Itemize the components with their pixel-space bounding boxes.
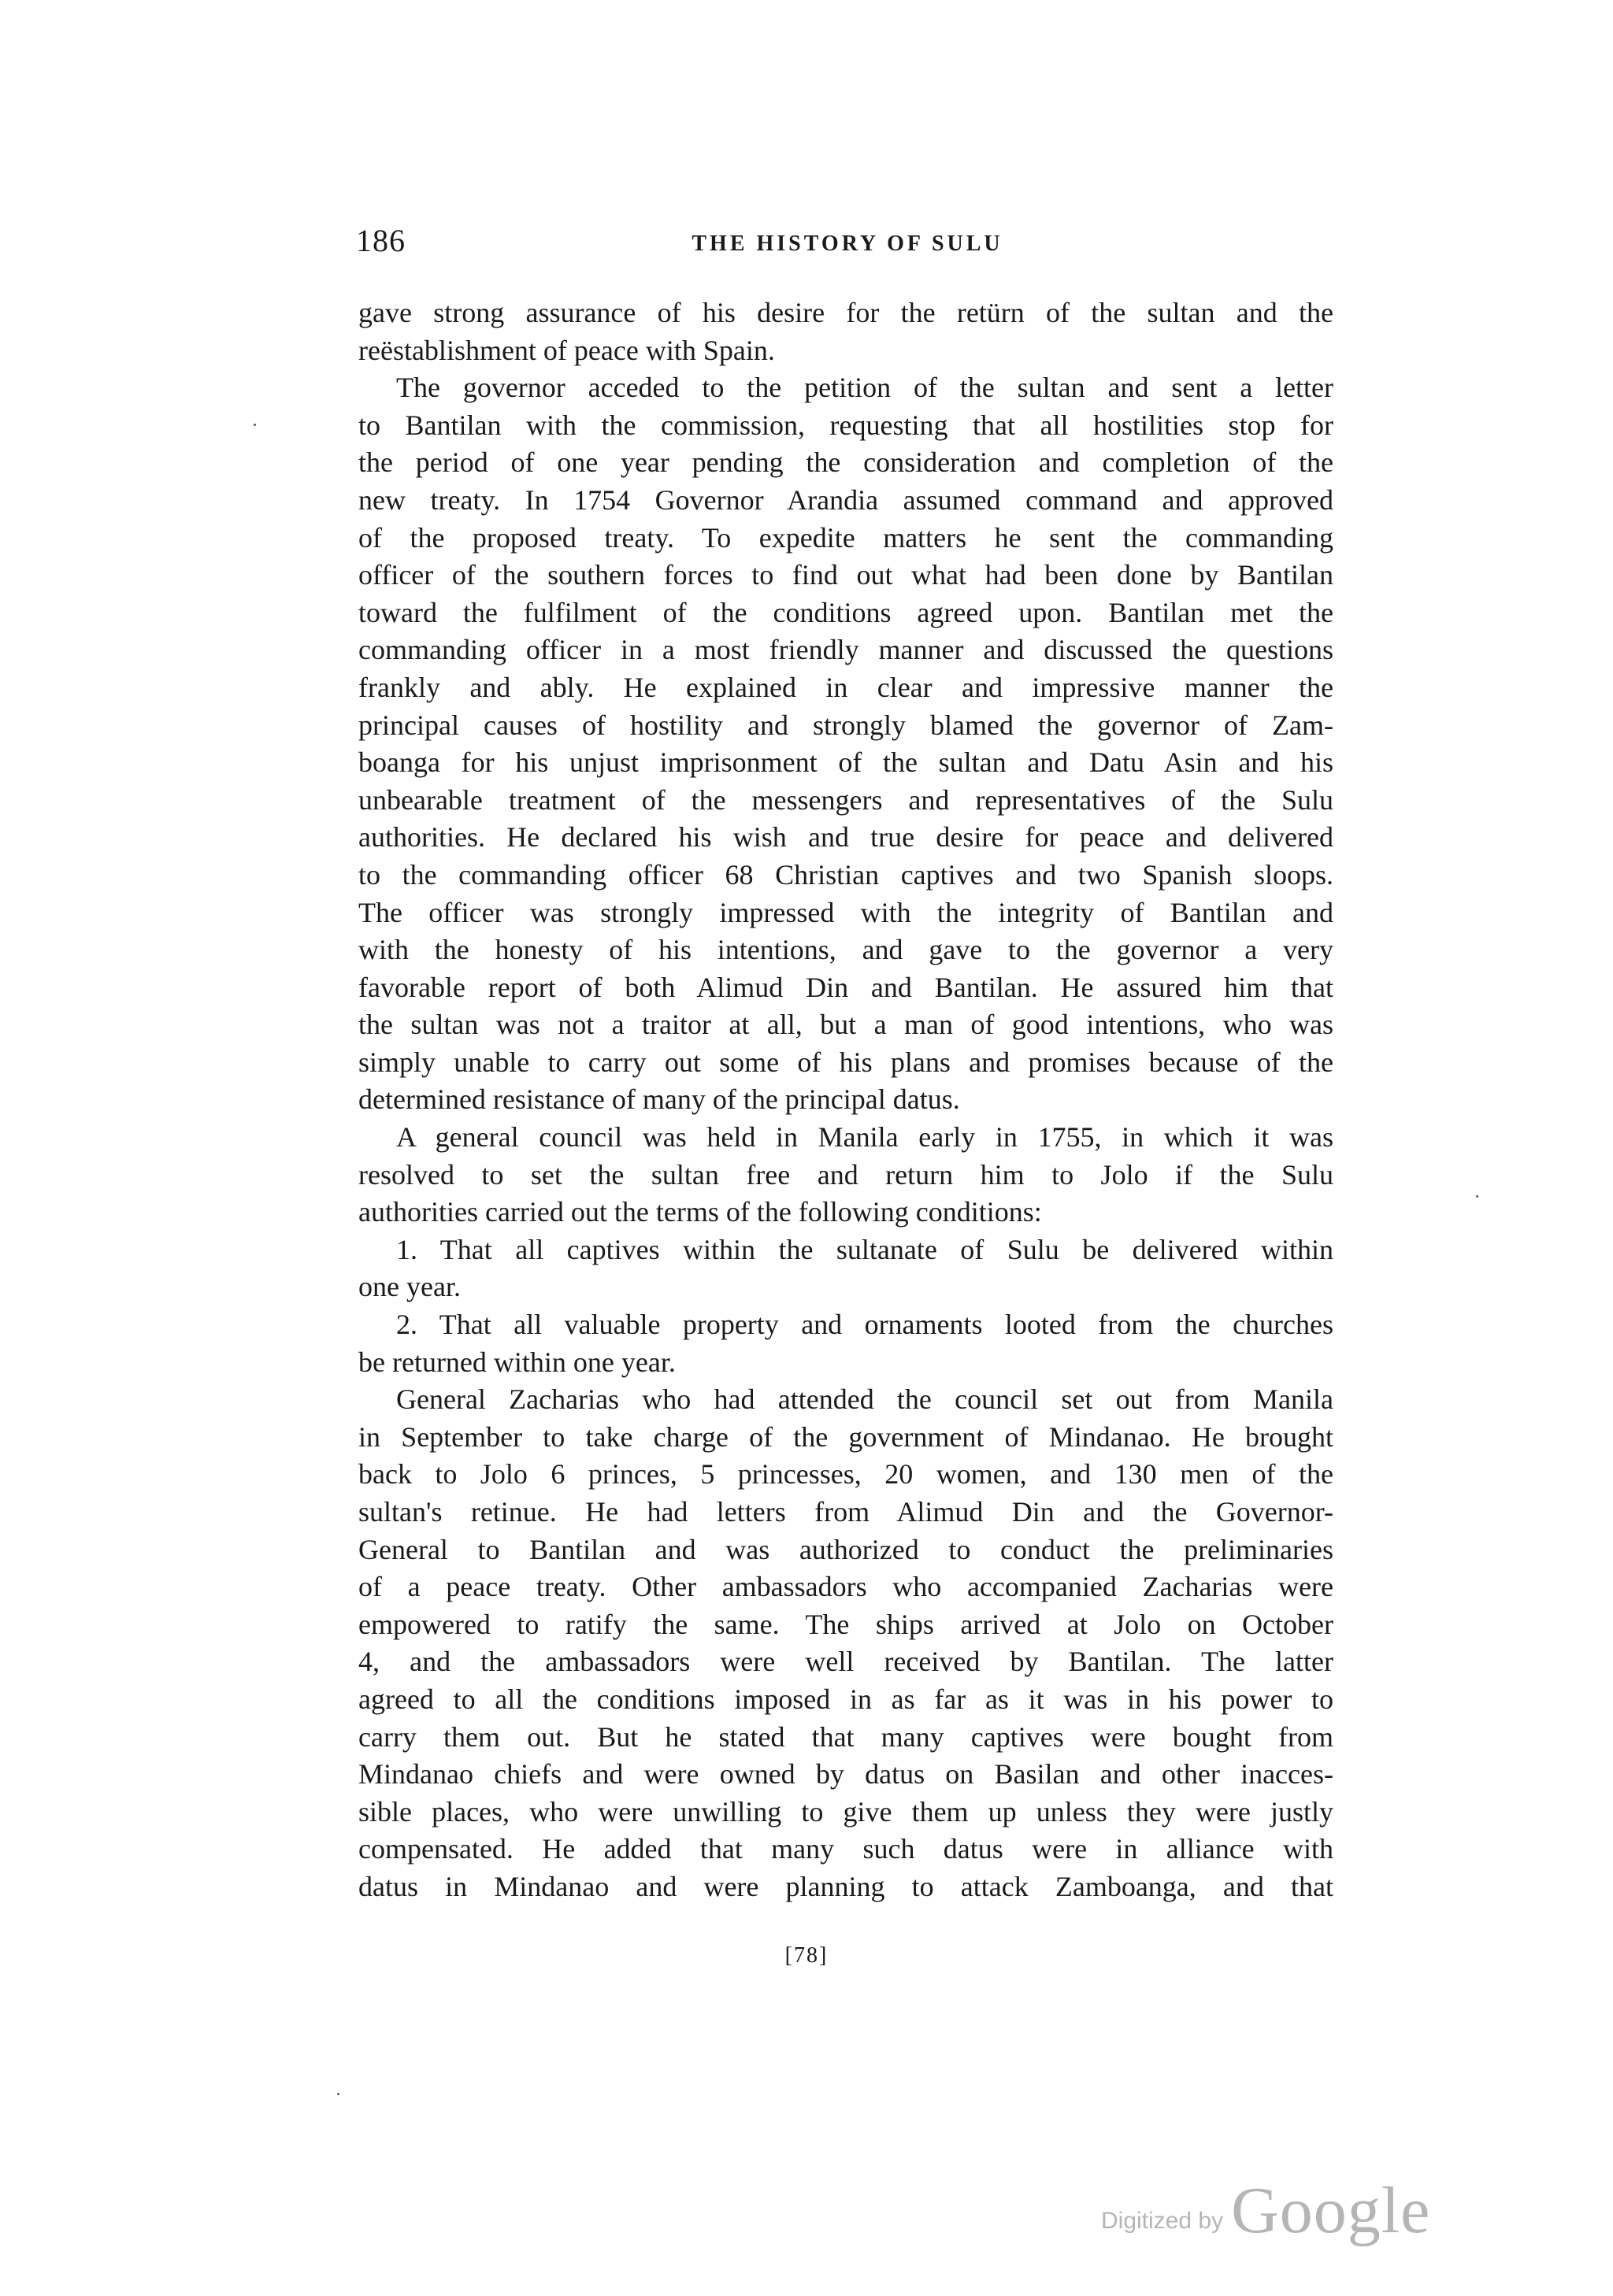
text-line: General to Bantilan and was authorized to conduct the preliminaries [358, 1533, 1333, 1565]
text-line: back to Jolo 6 princes, 5 princesses, 20 women, and 130 men of the [358, 1458, 1333, 1491]
text-line: frankly and ably. He explained in clear and impressive manner the [358, 671, 1333, 703]
text-line: authorities. He declared his wish and true desire for peace and delivered [358, 821, 1333, 854]
digitized-by-google-watermark [1101, 2173, 1431, 2247]
page-number: 186 [356, 223, 406, 258]
text-line: The governor acceded to the petition of the sultan and sent a letter [396, 372, 1333, 404]
text-line: to Bantilan with the commission, requesting that all hostilities stop for [358, 409, 1333, 441]
text-line: A general council was held in Manila early in 1755, in which it was [396, 1121, 1333, 1154]
text-line: simply unable to carry out some of his plans and promises because of the [358, 1046, 1333, 1078]
text-line: boanga for his unjust imprisonment of the sultan and Datu Asin and his [358, 746, 1333, 779]
text-line: the period of one year pending the consideration and completion of the [358, 446, 1333, 479]
text-line: commanding officer in a most friendly manner and discussed the questions [358, 634, 1333, 666]
text-line: resolved to set the sultan free and return him to Jolo if the Sulu [358, 1158, 1333, 1191]
text-line: principal causes of hostility and strongly blamed the governor of Zam- [358, 709, 1333, 741]
text-line: Mindanao chiefs and were owned by datus on Basilan and other inacces- [358, 1758, 1333, 1791]
text-line: unbearable treatment of the messengers and representatives of the Sulu [358, 783, 1333, 816]
text-line: favorable report of both Alimud Din and Bantilan. He assured him that [358, 971, 1333, 1003]
text-line: sultan's retinue. He had letters from Alimud Din and the Governor- [358, 1496, 1333, 1528]
text-line: carry them out. But he stated that many captives were bought from [358, 1720, 1333, 1753]
text-line: sible places, who were unwilling to give them up unless they were justly [358, 1795, 1333, 1828]
text-line: empowered to ratify the same. The ships arrived at Jolo on October [358, 1608, 1333, 1640]
text-line: 2. That all valuable property and ornaments looted from the churches [396, 1309, 1333, 1341]
text-line: authorities carried out the terms of the following conditions: [358, 1196, 1042, 1228]
body-text [358, 294, 1333, 1906]
scan-speck [254, 424, 256, 426]
scan-speck [1476, 1195, 1478, 1198]
text-line: datus in Mindanao and were planning to attack Zamboanga, and that [358, 1870, 1333, 1902]
text-line: determined resistance of many of the principal datus. [358, 1083, 960, 1116]
text-line: compensated. He added that many such datus were in alliance with [358, 1833, 1333, 1865]
google-logo: Google [1231, 2174, 1431, 2247]
folio-number: [78] [784, 1943, 829, 1968]
text-line: the sultan was not a traitor at all, but a man of good intentions, who was [358, 1009, 1333, 1041]
text-line: officer of the southern forces to find out what had been done by Bantilan [358, 559, 1333, 591]
text-line: agreed to all the conditions imposed in as far as it was in his power to [358, 1683, 1333, 1715]
watermark-prefix: Digitized by [1101, 2208, 1224, 2234]
text-line: one year. [358, 1271, 461, 1303]
text-line: in September to take charge of the government of Mindanao. He brought [358, 1420, 1333, 1453]
text-line: 1. That all captives within the sultanate of Sulu be delivered within [396, 1233, 1333, 1265]
scan-speck [337, 2093, 339, 2095]
text-line: of a peace treaty. Other ambassadors who accompanied Zacharias were [358, 1571, 1333, 1603]
text-line: toward the fulfilment of the conditions agreed upon. Bantilan met the [358, 596, 1333, 628]
text-line: General Zacharias who had attended the council set out from Manila [396, 1383, 1333, 1416]
text-line: of the proposed treaty. To expedite matters he sent the commanding [358, 521, 1333, 554]
text-line: 4, and the ambassadors were well received by Bantilan. The latter [358, 1646, 1333, 1678]
text-line: new treaty. In 1754 Governor Arandia assumed command and approved [358, 483, 1333, 516]
text-line: gave strong assurance of his desire for the retürn of the sultan and the [358, 297, 1333, 328]
text-line: be returned within one year. [358, 1346, 676, 1378]
text-line: to the commanding officer 68 Christian captives and two Spanish sloops. [358, 858, 1333, 891]
running-title: THE HISTORY OF SULU [692, 231, 1003, 256]
text-line: with the honesty of his intentions, and gave to the governor a very [358, 934, 1333, 966]
text-line: The officer was strongly impressed with the integrity of Bantilan and [358, 896, 1333, 928]
page-header [356, 222, 1339, 269]
text-line: reëstablishment of peace with Spain. [358, 334, 775, 366]
